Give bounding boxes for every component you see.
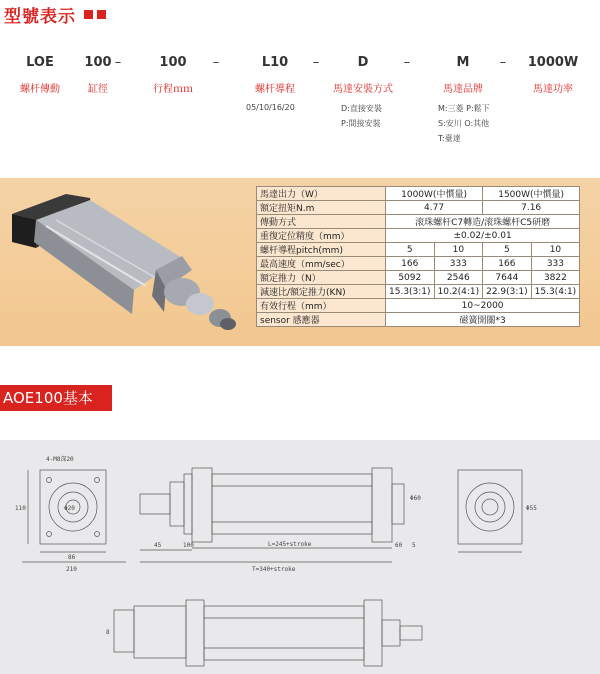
code-part: L10 bbox=[261, 55, 289, 70]
spec-value: 10 bbox=[531, 243, 580, 257]
spec-value: 15.3(3:1) bbox=[386, 285, 435, 299]
dim-label: 4-M8深20 bbox=[46, 456, 74, 463]
code-separator: – bbox=[403, 55, 411, 70]
dim-label: 5 bbox=[412, 542, 416, 549]
mount-option: P:間接安裝 bbox=[341, 119, 381, 128]
spec-label: 螺杆導程pitch(mm) bbox=[257, 243, 386, 257]
table-row bbox=[257, 271, 580, 285]
table-row bbox=[257, 257, 580, 271]
table-row bbox=[257, 187, 580, 201]
spec-label: 馬達出力（W） bbox=[257, 187, 386, 201]
dim-label: 100 bbox=[183, 542, 194, 549]
code-label: 螺杆導程 bbox=[255, 84, 295, 95]
spec-value: 15.3(4:1) bbox=[531, 285, 580, 299]
table-row bbox=[257, 285, 580, 299]
spec-table bbox=[256, 186, 580, 327]
spec-value: 5 bbox=[386, 243, 435, 257]
bottom-view bbox=[114, 600, 422, 666]
spec-panel bbox=[0, 178, 600, 346]
code-label: 缸徑 bbox=[88, 84, 108, 95]
brand-option: T:臺達 bbox=[438, 134, 461, 143]
spec-label: 傳動方式 bbox=[257, 215, 386, 229]
spec-label: sensor 感應器 bbox=[257, 313, 386, 327]
code-separator: – bbox=[312, 55, 320, 70]
spec-label: 減速比/額定推力(KN) bbox=[257, 285, 386, 299]
spec-label: 重復定位精度（mm） bbox=[257, 229, 386, 243]
dim-label: 110 bbox=[15, 505, 26, 512]
drawing-svg bbox=[0, 440, 600, 674]
table-row bbox=[257, 299, 580, 313]
table-row bbox=[257, 215, 580, 229]
spec-value: 10.2(4:1) bbox=[434, 285, 483, 299]
actuator-product-image bbox=[6, 186, 242, 336]
section-title-bar: AOE100基本 bbox=[0, 385, 112, 411]
table-row bbox=[257, 229, 580, 243]
table-row bbox=[257, 313, 580, 327]
code-label: 馬達品牌 bbox=[443, 84, 483, 95]
accent-square-icon bbox=[84, 10, 93, 19]
dim-label: 45 bbox=[154, 542, 162, 549]
spec-value: ±0.02/±0.01 bbox=[386, 229, 580, 243]
code-separator: – bbox=[212, 55, 220, 70]
accent-square-icon bbox=[97, 10, 106, 19]
spec-value: 166 bbox=[386, 257, 435, 271]
spec-value: 5 bbox=[483, 243, 532, 257]
dim-label: Φ60 bbox=[410, 495, 421, 502]
dim-label: T=340+stroke bbox=[252, 566, 296, 573]
spec-value: 5092 bbox=[386, 271, 435, 285]
spec-value: 7.16 bbox=[483, 201, 580, 215]
brand-option: S:安川 O:其他 bbox=[438, 119, 490, 128]
dim-label: Φ20 bbox=[64, 505, 75, 512]
dim-label: 210 bbox=[66, 566, 77, 573]
spec-value: 166 bbox=[483, 257, 532, 271]
dim-label: 86 bbox=[68, 554, 76, 561]
spec-label: 額定推力（N） bbox=[257, 271, 386, 285]
spec-value: 22.9(3:1) bbox=[483, 285, 532, 299]
spec-value: 2546 bbox=[434, 271, 483, 285]
spec-label: 額定扭矩N.m bbox=[257, 201, 386, 215]
code-part: D bbox=[357, 55, 369, 70]
table-row bbox=[257, 243, 580, 257]
spec-value: 4.77 bbox=[386, 201, 483, 215]
code-label: 螺杆傳動 bbox=[20, 84, 60, 95]
heading-title: 型號表示 bbox=[4, 6, 76, 27]
dim-label: L=245+stroke bbox=[268, 541, 312, 548]
spec-value: 7644 bbox=[483, 271, 532, 285]
code-label: 馬達安裝方式 bbox=[333, 84, 393, 95]
spec-value: 10~2000 bbox=[386, 299, 580, 313]
code-part: M bbox=[456, 55, 470, 70]
code-label: 馬達功率 bbox=[533, 84, 573, 95]
lead-options: 05/10/16/20 bbox=[246, 103, 295, 112]
table-row bbox=[257, 201, 580, 215]
code-part: LOE bbox=[26, 55, 54, 70]
dim-label: 8 bbox=[106, 629, 110, 636]
spec-value: 1500W(中慣量) bbox=[483, 187, 580, 201]
code-part: 100 bbox=[84, 55, 112, 70]
section-heading bbox=[4, 2, 106, 26]
spec-value: 1000W(中慣量) bbox=[386, 187, 483, 201]
code-label: 行程ｍｍ bbox=[153, 84, 193, 95]
code-part: 1000W bbox=[527, 55, 579, 70]
spec-label: 最高速度（mm/sec） bbox=[257, 257, 386, 271]
brand-option: M:三菱 P:鬆下 bbox=[438, 104, 490, 113]
dim-label: 60 bbox=[395, 542, 403, 549]
code-separator: – bbox=[114, 55, 122, 70]
spec-value: 333 bbox=[531, 257, 580, 271]
spec-value: 333 bbox=[434, 257, 483, 271]
spec-value: 10 bbox=[434, 243, 483, 257]
right-end-view bbox=[458, 470, 522, 552]
mount-option: D:直接安裝 bbox=[341, 104, 382, 113]
left-end-view bbox=[22, 470, 126, 562]
technical-drawing bbox=[0, 440, 600, 674]
dim-label: Φ55 bbox=[526, 505, 537, 512]
spec-value: 滚珠螺杆C7轉造/滚珠螺杆C5研磨 bbox=[386, 215, 580, 229]
code-separator: – bbox=[499, 55, 507, 70]
spec-label: 有效行程（mm） bbox=[257, 299, 386, 313]
spec-value: 磁簧開關*3 bbox=[386, 313, 580, 327]
code-part: 100 bbox=[159, 55, 187, 70]
spec-value: 3822 bbox=[531, 271, 580, 285]
